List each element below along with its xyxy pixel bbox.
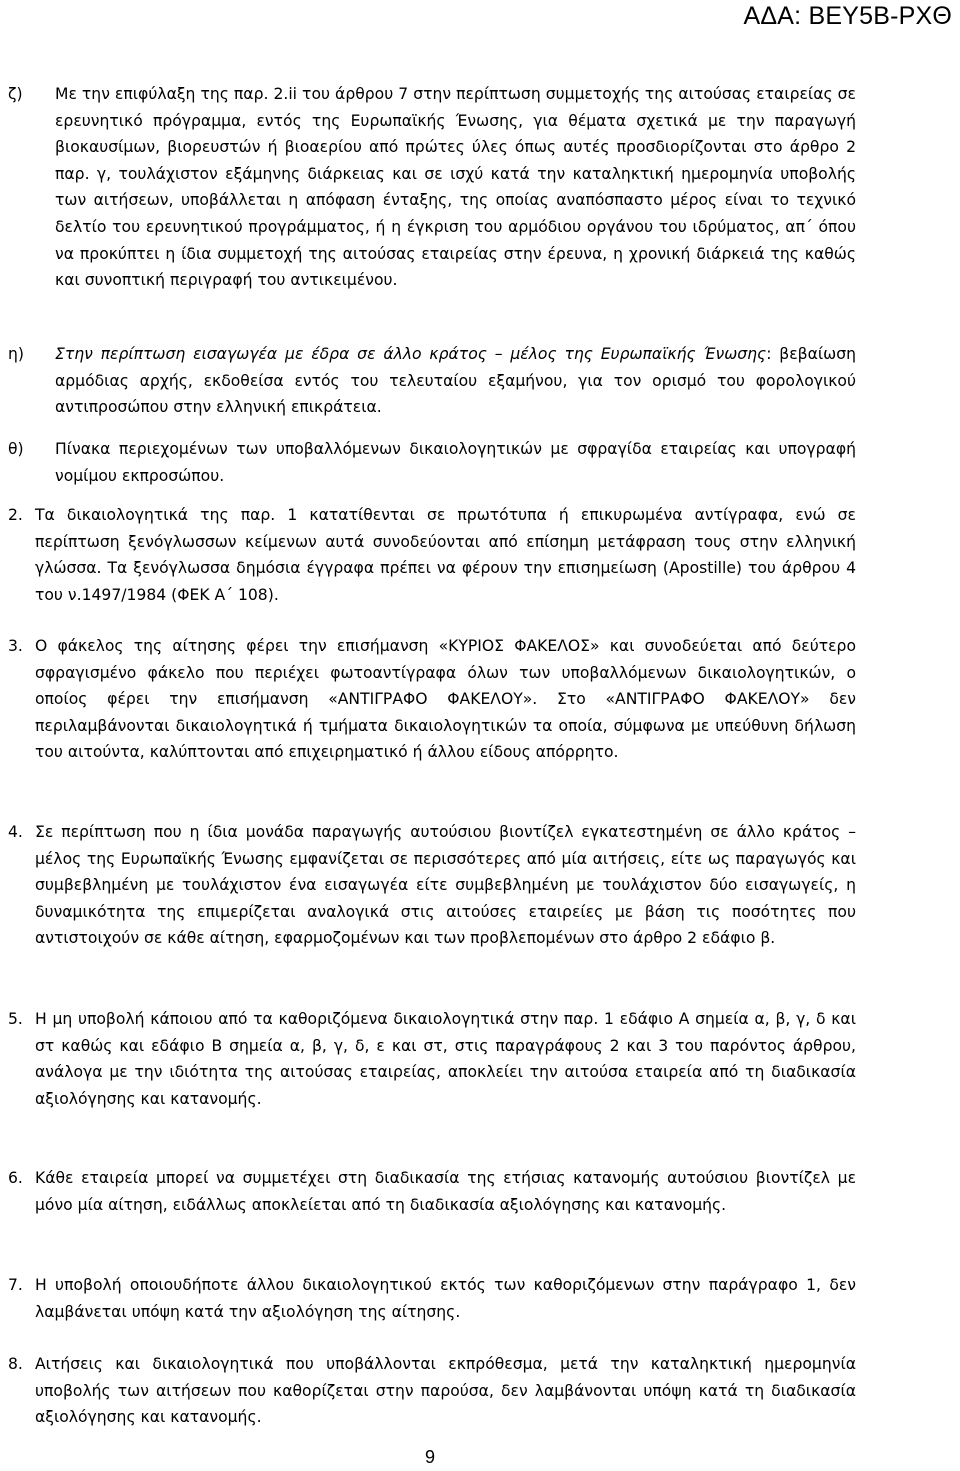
item-marker: η) [8, 345, 24, 363]
paragraph-text: Αιτήσεις και δικαιολογητικά που υποβάλλονται εκπρόθεσμα, μετά την καταληκτική ημερομηνία υποβολής των αιτήσεων που καθορίζεται στην παρούσα, δεν λαμβάνονται υπόψη κατά τη διαδικασία αξιολόγησης και κατανομής. [35, 1355, 856, 1427]
paragraph-6 [8, 1165, 856, 1218]
paragraph-5 [8, 1006, 856, 1112]
ada-code: ΑΔΑ: ΒΕΥ5Β-ΡΧΘ [743, 2, 952, 30]
item-text: Πίνακα περιεχομένων των υποβαλλόμενων δικαιολογητικών με σφραγίδα εταιρείας και υπογραφή νομίμου εκπροσώπου. [55, 440, 856, 485]
paragraph-number: 5. [8, 1010, 23, 1028]
paragraph-number: 3. [8, 637, 23, 655]
paragraph-text: Η μη υποβολή κάποιου από τα καθοριζόμενα δικαιολογητικά στην παρ. 1 εδάφιο Α σημεία α, β, γ, δ και στ καθώς και εδάφιο Β σημεία α, β, γ, δ, ε και στ, στις παραγράφους 2 και 3 του παρόντος άρθρου, ανάλογα με την ιδιότητα της αιτούσας εταιρείας, αποκλείει την αιτούσα εταιρεία από τη διαδικασία αξιολόγησης και κατανομής. [35, 1010, 856, 1108]
list-item-eta [8, 341, 856, 421]
paragraph-text: Τα δικαιολογητικά της παρ. 1 κατατίθενται σε πρωτότυπα ή επικυρωμένα αντίγραφα, ενώ σε περίπτωση ξενόγλωσσων κείμενων αυτά συνοδεύονται από επίσημη μετάφραση τους στην ελληνική γλώσσα. Τα ξενόγλωσσα δημόσια έγγραφα πρέπει να φέρουν την επισημείωση (Apostille) του άρθρου 4 του ν.1497/1984 (ΦΕΚ Α΄ 108). [35, 506, 856, 604]
item-text [55, 341, 856, 421]
paragraph-number: 2. [8, 506, 23, 524]
item-marker: ζ) [8, 85, 23, 103]
item-marker: θ) [8, 440, 24, 458]
list-item-zeta [8, 81, 856, 294]
paragraph-text: Η υποβολή οποιουδήποτε άλλου δικαιολογητικού εκτός των καθοριζόμενων στην παράγραφο 1, δεν λαμβάνεται υπόψη κατά την αξιολόγηση της αίτησης. [35, 1276, 856, 1321]
item-text: Με την επιφύλαξη της παρ. 2.ii του άρθρου 7 στην περίπτωση συμμετοχής της αιτούσας εταιρείας σε ερευνητικό πρόγραμμα, εντός της Ευρωπαϊκής Ένωσης, για θέματα σχετικά με την παραγωγή βιοκαυσίμων, βιορευστών ή βιοαερίου από πρώτες ύλες όπως αυτές προσδιορίζονται στο άρθρο 2 παρ. γ, τουλάχιστον εξάμηνης διάρκειας και σε ισχύ κατά την καταληκτική ημερομηνία υποβολής των αιτήσεων, υποβάλλεται η απόφαση ένταξης, της οποίας αναπόσπαστο μέρος είναι το τεχνικό δελτίο του ερευνητικού προγράμματος, ή η έγκριση του αρμόδιου οργάνου του ιδρύματος, απ΄ όπου να προκύπτει η ίδια συμμετοχή της αιτούσας εταιρείας στην έρευνα, η χρονική διάρκειά της καθώς και συνοπτική περιγραφή του αντικειμένου. [55, 85, 856, 290]
paragraph-number: 7. [8, 1276, 23, 1294]
paragraph-text: Ο φάκελος της αίτησης φέρει την επισήμανση «ΚΥΡΙΟΣ ΦΑΚΕΛΟΣ» και συνοδεύεται από δεύτερο σφραγισμένο φάκελο που περιέχει φωτοαντίγραφα όλων των υποβαλλόμενων δικαιολογητικών, ο οποίος φέρει την επισήμανση «ΑΝΤΙΓΡΑΦΟ ΦΑΚΕΛΟΥ». Στο «ΑΝΤΙΓΡΑΦΟ ΦΑΚΕΛΟΥ» δεν περιλαμβάνονται δικαιολογητικά ή τμήματα δικαιολογητικών τα οποία, σύμφωνα με υπεύθυνη δήλωση του αιτούντα, καλύπτονται από επιχειρηματικό ή άλλου είδους απόρρητο. [35, 637, 856, 762]
item-italic-heading: Στην περίπτωση εισαγωγέα με έδρα σε άλλο κράτος – μέλος της Ευρωπαϊκής Ένωσης [55, 345, 767, 363]
paragraph-number: 4. [8, 823, 23, 841]
page-number: 9 [424, 1447, 435, 1467]
list-item-theta [8, 436, 856, 489]
item-text-rest: : βεβαίωση αρμόδιας αρχής, εκδοθείσα εντός του τελευταίου εξαμήνου, για τον ορισμό του φορολογικού αντιπροσώπου στην ελληνική επικράτεια. [55, 345, 856, 417]
paragraph-number: 6. [8, 1169, 23, 1187]
paragraph-8 [8, 1351, 856, 1431]
paragraph-text: Σε περίπτωση που η ίδια μονάδα παραγωγής αυτούσιου βιοντίζελ εγκατεστημένη σε άλλο κράτος – μέλος της Ευρωπαϊκής Ένωσης εμφανίζεται σε περισσότερες από μία αιτήσεις, είτε ως παραγωγός και συμβεβλημένη με τουλάχιστον ένα εισαγωγέα είτε συμβεβλημένη με τουλάχιστον δύο εισαγωγείς, η δυναμικότητα της επιμερίζεται αναλογικά στις αιτούσες εταιρείες με βάση τις ποσότητες που αντιστοιχούν σε κάθε αίτηση, εφαρμοζομένων και των προβλεπομένων στο άρθρο 2 εδάφιο β. [35, 823, 856, 948]
paragraph-3 [8, 633, 856, 766]
paragraph-text: Κάθε εταιρεία μπορεί να συμμετέχει στη διαδικασία της ετήσιας κατανομής αυτούσιου βιοντίζελ με μόνο μία αίτηση, ειδάλλως αποκλείεται από τη διαδικασία αξιολόγησης και κατανομής. [35, 1169, 856, 1214]
paragraph-4 [8, 819, 856, 952]
paragraph-7 [8, 1272, 856, 1325]
paragraph-number: 8. [8, 1355, 23, 1373]
paragraph-2 [8, 502, 856, 608]
